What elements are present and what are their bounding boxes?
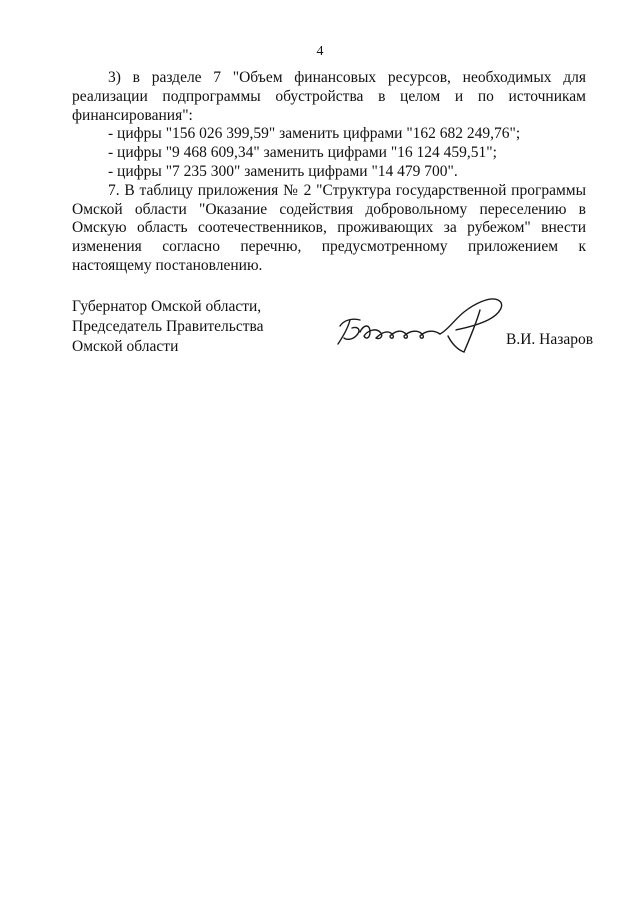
signatory-title-line: Председатель Правительства — [72, 318, 264, 335]
signatory-title-line: Омской области — [72, 338, 179, 355]
page-number: 4 — [316, 44, 324, 59]
replacement-line-1: - цифры "156 026 399,59" заменить цифрами "162 682 249,76"; — [108, 125, 521, 143]
paragraph-item-3: 3) в разделе 7 "Объем финансовых ресурсов, необходимых для реализации подпрограммы обустройства в целом и по источникам финансирования": — [72, 69, 586, 124]
paragraph-item-7: 7. В таблицу приложения № 2 "Структура государственной программы Омской области "Оказание содействия добровольному переселению в Омскую область соотечественников, проживающих за рубежом" внести изменения согласно перечню, предусмотренному приложением к настоящему постановлению. — [72, 181, 586, 274]
replacement-line-2: - цифры "9 468 609,34" заменить цифрами "16 124 459,51"; — [108, 144, 497, 162]
signatory-title-line: Губернатор Омской области, — [72, 298, 262, 315]
handwritten-signature — [330, 290, 510, 360]
signatory-title — [72, 297, 264, 357]
signer-name: В.И. Назаров — [506, 331, 594, 348]
replacement-line-3: - цифры "7 235 300" заменить цифрами "14 479 700". — [108, 162, 458, 180]
document-body — [72, 69, 586, 276]
